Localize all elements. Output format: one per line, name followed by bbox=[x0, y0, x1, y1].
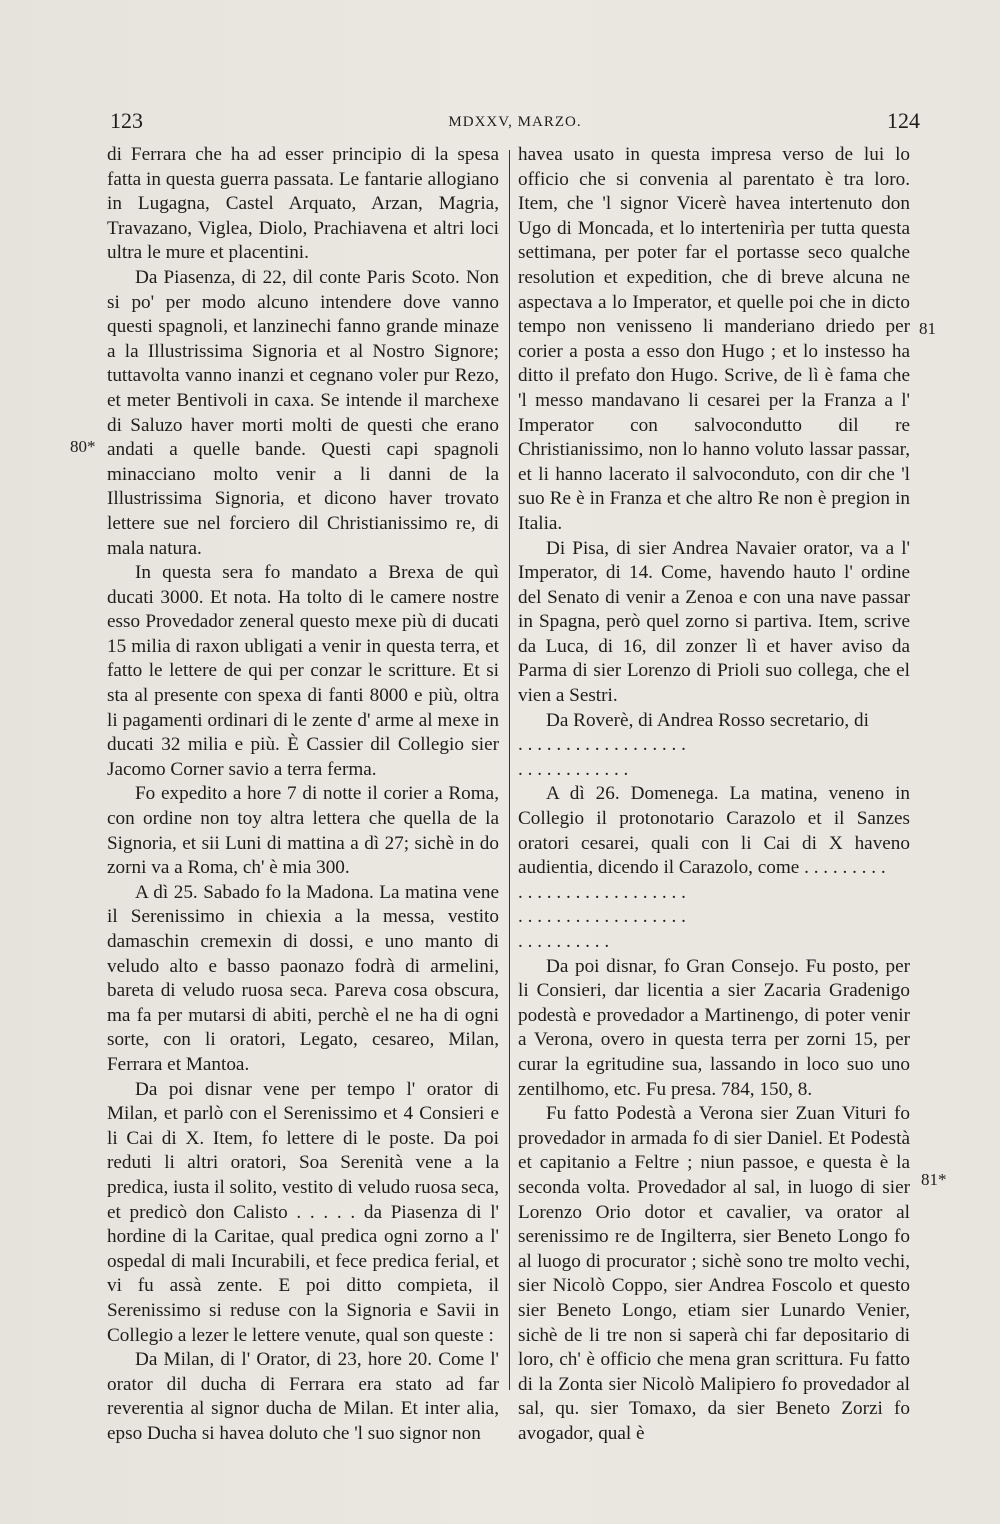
right-paragraph-5: Da poi disnar, fo Gran Consejo. Fu posto, per li Consieri, dar licentia a sier Zacaria Gradenigo podestà e provedador a Martinengo, di poter venir a Verona, overo in questa terra per zorni 15, per curar la egritudine sua, lassando in loco suo uno zentilhomo, etc. Fu presa. 784, 150, 8. bbox=[518, 955, 910, 1100]
left-paragraph-1: di Ferrara che ha ad esser principio di la spesa fatta in questa guerra passata. Le fantarie allogiano in Lugagna, Castel Arquato, Arzan, Magria, Travazano, Viglea, Diolo, Prachiavena et altri loci ultra le mure et placentini. bbox=[107, 144, 499, 264]
left-paragraph-6: Da poi disnar vene per tempo l' orator di Milan, et parlò con el Serenissimo et 4 Consieri e li Cai di X. Item, fo lettere di le poste. Da poi reduti li altri oratori, Soa Serenità vene a la predica, iusta il solito, vestito di veludo ruosa seca, et predicò don Calisto . . . . . da Piasenza di l' hordine di la Caritae, qual predica ogni zorno a l' ospedal di mali Incurabili, et fece predica ferial, et vi fu assà zente. E poi ditto compieta, il Serenissimo si reduse con la Signoria e Savii in Collegio a lezer le lettere venute, qual son queste : bbox=[107, 1078, 499, 1346]
left-column bbox=[107, 143, 499, 1446]
right-page-number: 124 bbox=[887, 108, 920, 133]
left-paragraph-2: Da Piasenza, di 22, dil conte Paris Scoto. Non si po' per modo alcuno intendere dove vanno questi spagnoli, et lanzinechi fanno grande minaze a la Illustrissima Signoria et al Nostro Signore; tuttavolta vanno inanzi et cegnano voler pur Rezo, et meter Bentivoli in caxa. Se intende il marchexe di Saluzo haver morti molti de questi che erano andati a quelle bande. Questi capi spagnoli minacciano molto venir a li danni de la Illustrissima Signoria, et dicono haver trovato lettere sue nel forciero dil Christianissimo re, di mala natura. bbox=[107, 266, 499, 559]
right-paragraph-2: Di Pisa, di sier Andrea Navaier orator, va a l' Imperator, di 14. Come, havendo hauto l' ordine del Senato di venir a Zenoa e con una nave passar in Spagna, però quel zorno si partiva. Item, scrive da Luca, di 16, dil zonzer lì et haver aviso da Parma di sier Lorenzo di Prioli suo collega, che el vien a Sestri. bbox=[518, 537, 910, 707]
running-title: MDXXV, MARZO. bbox=[448, 114, 582, 130]
right-column bbox=[518, 143, 910, 1446]
left-paragraph-4: Fo expedito a hore 7 di notte il corier a Roma, con ordine non toy altra lettera che quella de la Signoria, et sii Luni di mattina a dì 27; sichè in do zorni va a Roma, ch' è mia 300. bbox=[107, 783, 499, 879]
right-paragraph-3: Da Roverè, di Andrea Rosso secretario, di bbox=[546, 709, 869, 731]
ellipsis-line-3: . . . . . . . . . . . . . . . . . . bbox=[518, 881, 686, 903]
ellipsis-line-5: . . . . . . . . . . bbox=[518, 931, 610, 952]
margin-number-81: 81 bbox=[919, 319, 936, 338]
page-header bbox=[110, 108, 920, 138]
ellipsis-line-2: . . . . . . . . . . . . bbox=[518, 758, 629, 780]
margin-number-81-star: 81* bbox=[921, 1170, 947, 1189]
right-paragraph-4: A dì 26. Domenega. La matina, veneno in Collegio il protonotario Carazolo et il Sanzes oratori cesarei, quali con li Cai di X haveno audientia, dicendo il Carazolo, come . . . . . . . . . bbox=[518, 783, 910, 879]
margin-number-80: 80* bbox=[70, 437, 96, 456]
right-paragraph-6: Fu fatto Podestà a Verona sier Zuan Vituri fo provedador in armada fo di sier Daniel. Et Podestà et capitanio a Feltre ; niun passoe, e questa è la seconda volta. Provedador al sal, in luogo di sier Lorenzo Orio dotor et cavalier, va orator al serenissimo re de Ingilterra, sier Beneto Longo fo al luogo di procurator ; sichè sono tre molto vechi, sier Nicolò Coppo, sier Andrea Foscolo et questo sier Beneto Longo, etiam sier Lunardo Venier, sichè de li tre non si saperà chi far depositario di loro, ch' è officio che mena gran scrittura. Fu fatto di la Zonta sier Nicolò Malipiero fo provedador al sal, qu. sier Tomaxo, da sier Beneto Zorzi fo avogador, qual è bbox=[518, 1103, 910, 1444]
left-paragraph-7: Da Milan, di l' Orator, di 23, hore 20. Come l' orator dil ducha di Ferrara era stato ad far reverentia al signor ducha de Milan. Et inter alia, epso Ducha si havea doluto che 'l suo signor non bbox=[107, 1349, 499, 1444]
ellipsis-line-4: . . . . . . . . . . . . . . . . . . bbox=[518, 906, 686, 928]
left-paragraph-3: In questa sera fo mandato a Brexa de quì ducati 3000. Et nota. Ha tolto di le camere nostre esso Provedador zeneral questo mexe più di ducati 15 milia di raxon ubligati a venir in questa terra, et fatto le lettere de qui per conzar le scritture. Et si sta al presente con spexa di fanti 8000 e più, oltra li pagamenti ordinari di le zente d' arme al mexe in ducati 32 milia e più. È Cassier dil Collegio sier Jacomo Corner savio a terra ferma. bbox=[107, 562, 499, 780]
left-paragraph-5: A dì 25. Sabado fo la Madona. La matina vene il Serenissimo in chiexia a la messa, vestito damaschin cremexin di dossi, e uno manto di veludo alto e basso paonazo fodrà di armelini, bareta di veludo ruosa seca. Pareva cosa obscura, ma fa per mutarsi di abiti, perchè el ne ha di ogni sorte, con li oratori, Legato, cesareo, Milan, Ferrara et Mantoa. bbox=[107, 881, 499, 1075]
right-paragraph-1: havea usato in questa impresa verso de lui lo officio che si convenia al parentato è tra loro. Item, che 'l signor Vicerè havea intertenuto don Ugo di Moncada, et lo intertenirìa per tutta questa settimana, per poter far el portasse seco qualche resolution et expedition, che di breve alcuna ne aspectava a lo Imperator, et quelle poi che in dicto tempo non venisseno li manderiano driedo per corier a posta a esso don Hugo ; et lo instesso ha ditto il prefato don Hugo. Scrive, de lì è fama che 'l messo mandavano li cesarei per la Franza a l' Imperator con salvocondutto dil re Christianissimo, non lo hanno voluto lassar passar, et li hanno lacerato il salvoconduto, con dir che 'l suo Re è in Franza et che altro Re non è pregion in Italia. bbox=[518, 144, 910, 534]
column-divider bbox=[509, 150, 510, 1390]
left-page-number: 123 bbox=[110, 108, 143, 133]
ellipsis-line-1: . . . . . . . . . . . . . . . . . . bbox=[518, 734, 686, 756]
